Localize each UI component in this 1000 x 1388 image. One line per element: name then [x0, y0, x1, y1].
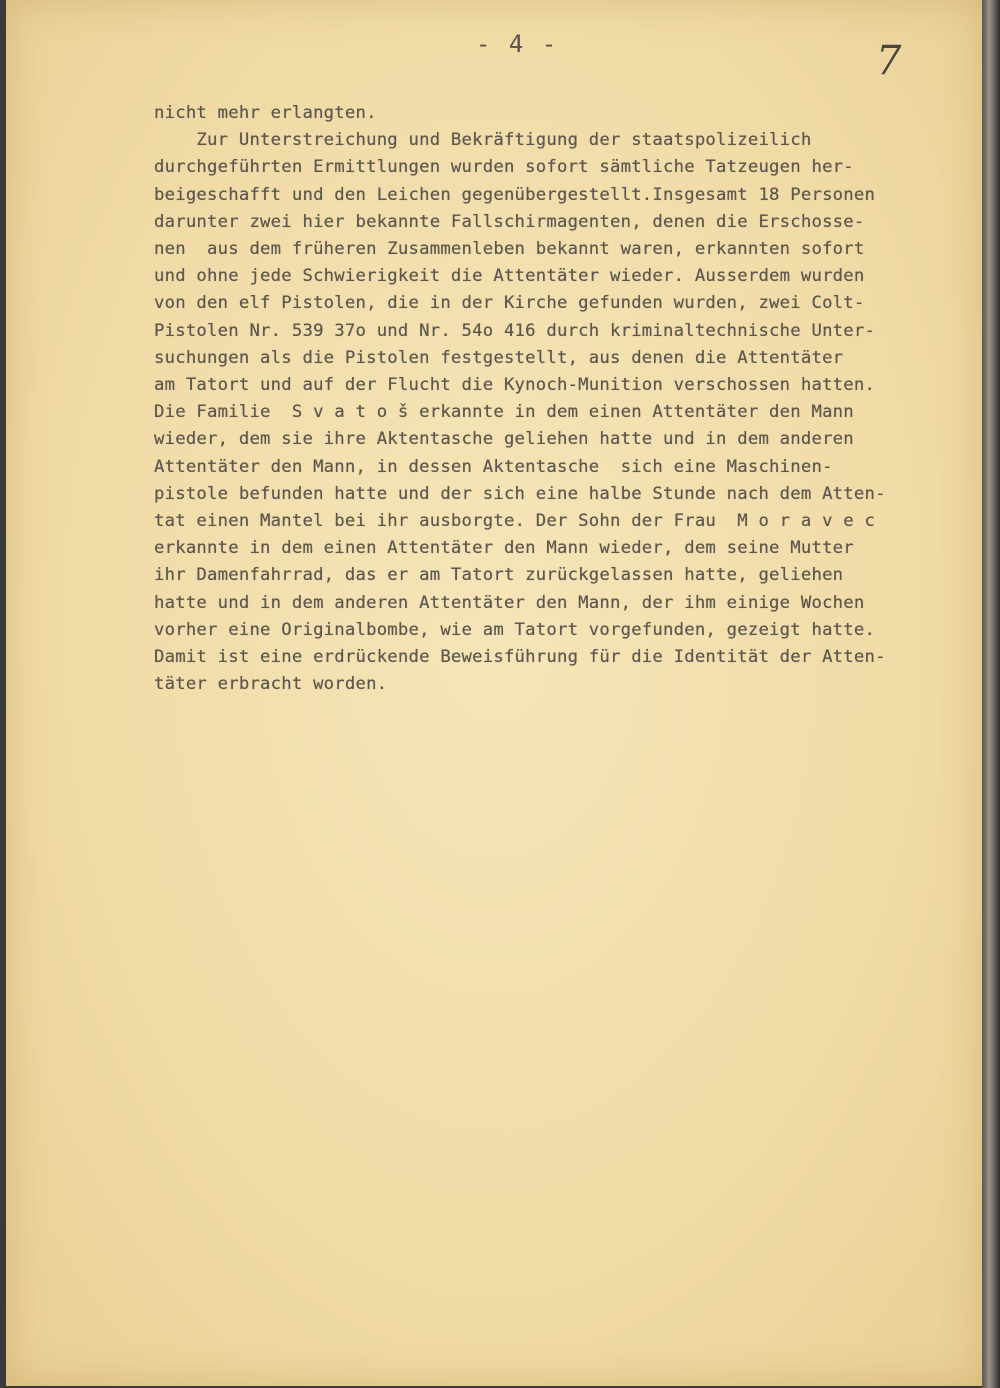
text-line: Attentäter den Mann, in dessen Aktentasche sich eine Maschinen-: [154, 456, 833, 477]
text-line: hatte und in dem anderen Attentäter den Mann, der ihm einige Wochen: [154, 592, 865, 613]
text-line: nicht mehr erlangten.: [154, 103, 377, 123]
text-line: am Tatort und auf der Flucht die Kynoch-Munition verschossen hatten.: [154, 375, 876, 396]
text-line: Damit ist eine erdrückende Beweisführung für die Identität der Atten-: [154, 647, 886, 668]
typewritten-text: [154, 100, 984, 698]
text-line: Zur Unterstreichung und Bekräftigung der staatspolizeilich: [154, 130, 812, 151]
text-line: beigeschafft und den Leichen gegenübergestellt.Insgesamt 18 Personen: [154, 184, 876, 205]
text-line: nen aus dem früheren Zusammenleben bekannt waren, erkannten sofort: [154, 239, 865, 260]
text-line: und ohne jede Schwierigkeit die Attentäter wieder. Ausserdem wurden: [154, 266, 865, 287]
text-line: tat einen Mantel bei ihr ausborgte. Der Sohn der Frau M o r a v e c: [154, 511, 876, 532]
document-page: [6, 0, 982, 1386]
text-line: Die Familie S v a t o š erkannte in dem einen Attentäter den Mann: [154, 402, 854, 423]
text-line: pistole befunden hatte und der sich eine halbe Stunde nach dem Atten-: [154, 483, 886, 504]
page-number: - 4 -: [476, 30, 559, 58]
text-line: von den elf Pistolen, die in der Kirche gefunden wurden, zwei Colt-: [154, 293, 865, 314]
text-line: durchgeführten Ermittlungen wurden sofort sämtliche Tatzeugen her-: [154, 157, 854, 178]
text-line: darunter zwei hier bekannte Fallschirmagenten, denen die Erschosse-: [154, 211, 865, 232]
text-line: Pistolen Nr. 539 37o und Nr. 54o 416 durch kriminaltechnische Unter-: [154, 320, 876, 341]
text-line: erkannte in dem einen Attentäter den Mann wieder, dem seine Mutter: [154, 538, 854, 559]
text-line: täter erbracht worden.: [154, 674, 388, 695]
text-line: wieder, dem sie ihre Aktentasche geliehen hatte und in dem anderen: [154, 429, 854, 450]
scan-edge: [982, 0, 1000, 1388]
text-line: suchungen als die Pistolen festgestellt, aus denen die Attentäter: [154, 347, 844, 368]
text-line: ihr Damenfahrrad, das er am Tatort zurückgelassen hatte, geliehen: [154, 565, 844, 586]
handwritten-folio-mark: 7: [876, 38, 902, 84]
text-line: vorher eine Originalbombe, wie am Tatort vorgefunden, gezeigt hatte.: [154, 619, 876, 640]
